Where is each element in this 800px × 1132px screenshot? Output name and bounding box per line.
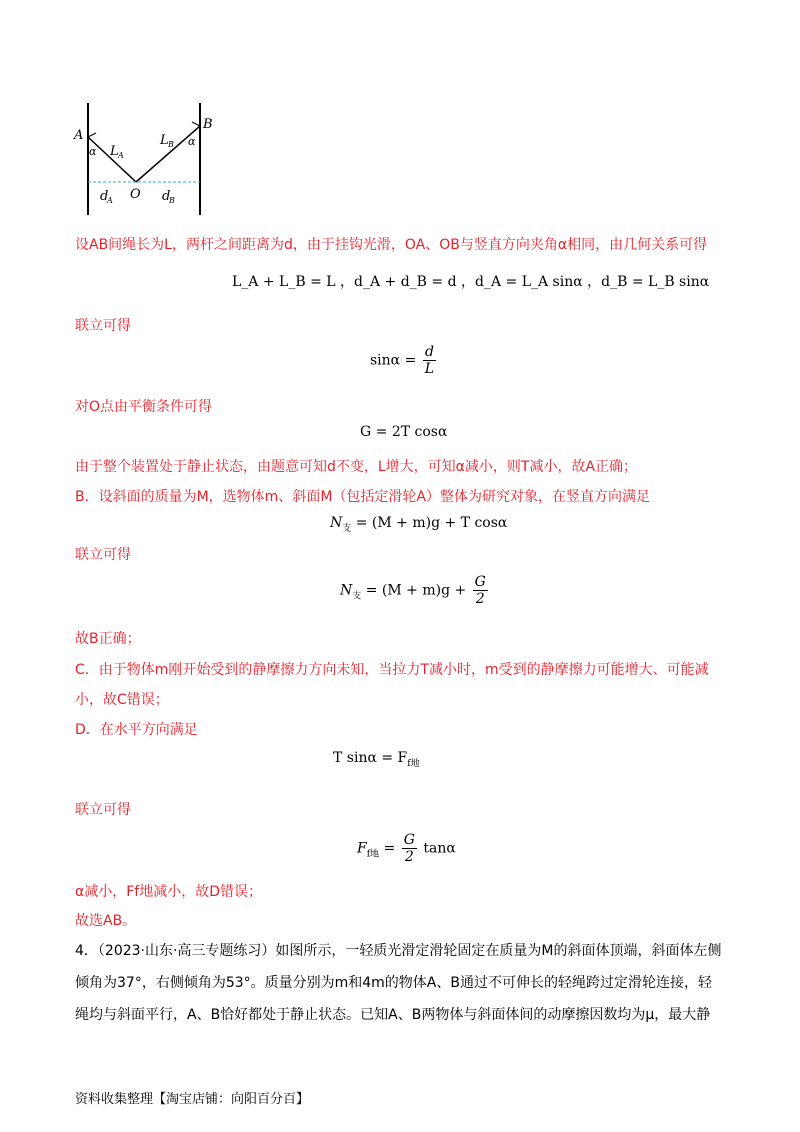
label-la: L [110, 144, 119, 159]
equation-horizontal [333, 748, 420, 774]
equation-n-result [340, 574, 490, 607]
text-line-2: 联立可得 [75, 318, 131, 334]
eq5-sub: 支 [352, 591, 362, 602]
problem-4-line-2: 倾角为37°，右侧倾角为53°。质量分别为m和4m的物体A、B通过不可伸长的轻绳跨过定滑轮连接，轻 [75, 975, 712, 991]
eq4-lhs: N [330, 515, 343, 531]
eq7-lhs: F [357, 840, 367, 857]
text-line-1: 设AB间绳长为L，两杆之间距离为d，由于挂钩光滑，OA、OB与竖直方向夹角α相同，由几何关系可得 [75, 237, 708, 253]
eq5-denominator: 2 [475, 591, 485, 607]
eq7-numerator: G [403, 832, 415, 848]
text-line-10: 联立可得 [75, 802, 131, 818]
eq7-fraction [402, 832, 417, 865]
eq5-fraction [473, 574, 488, 607]
eq7-denominator: 2 [404, 849, 414, 865]
equation-friction [357, 832, 456, 865]
label-o: O [130, 187, 141, 202]
text-line-11: α减小，Ff地减小，故D错误； [75, 884, 262, 900]
text-line-12: 故选AB。 [75, 913, 137, 929]
eq2-fraction [423, 344, 436, 377]
text-line-8b: 小，故C错误； [75, 692, 169, 708]
eq2-numerator: d [423, 344, 436, 361]
text-line-4: 由于整个装置处于静止状态，由题意可知d不变，L增大，可知α减小，则T减小，故A正确； [75, 459, 638, 475]
text-line-8a: C．由于物体m刚开始受到的静摩擦力方向未知，当拉力T减小时，m受到的静摩擦力可能增大、可能减 [75, 662, 709, 678]
rope-diagram [70, 95, 230, 220]
eq4-sub: 支 [342, 523, 352, 534]
hook-left [88, 133, 96, 137]
eq6-lhs: T sinα = F [333, 750, 408, 766]
text-line-9: D．在水平方向满足 [75, 722, 198, 738]
equation-sin-alpha [370, 344, 438, 377]
eq4-rhs: = (M + m)g + T cosα [355, 515, 508, 531]
text-line-7: 故B正确； [75, 631, 141, 647]
label-lb-sub: B [168, 140, 174, 149]
problem-4-line-3: 绳均与斜面平行，A、B恰好都处于静止状态。已知A、B两物体与斜面体间的动摩擦因数均为μ，最大静 [75, 1007, 711, 1023]
eq7-equals: = [383, 840, 396, 857]
label-lb: L [160, 133, 169, 148]
eq2-denominator: L [424, 361, 435, 377]
eq7-rhs: tanα [423, 840, 456, 857]
text-line-6: 联立可得 [75, 547, 131, 563]
label-b: B [203, 117, 213, 132]
eq5-rhs: = (M + m)g + [365, 582, 467, 599]
hook-right [192, 122, 200, 126]
eq5-numerator: G [474, 574, 486, 590]
label-da: d [100, 189, 109, 204]
eq5-lhs: N [340, 582, 353, 599]
eq7-sub: f地 [366, 849, 380, 860]
label-db-sub: B [169, 196, 175, 205]
label-alpha-left: α [89, 145, 97, 158]
page-footer: 资料收集整理【淘宝店铺：向阳百分百】 [75, 1092, 310, 1107]
label-da-sub: A [107, 196, 113, 205]
text-line-3: 对O点由平衡条件可得 [75, 399, 213, 415]
label-alpha-right: α [188, 135, 196, 148]
problem-4-line-1: 4．（2023·山东·高三专题练习）如图所示，一轻质光滑定滑轮固定在质量为M的斜面体顶端，斜面体左侧 [75, 943, 722, 959]
equation-n-support [330, 513, 507, 539]
equation-geometry: L_A + L_B = L ，d_A + d_B = d ，d_A = L_A sinα ，d_B = L_B sinα [232, 274, 710, 290]
equation-g: G = 2T cosα [360, 424, 448, 440]
eq2-lhs: sinα = [370, 352, 417, 369]
text-line-5: B．设斜面的质量为M，选物体m、斜面M（包括定滑轮A）整体为研究对象，在竖直方向满足 [75, 489, 650, 505]
eq6-sub: f地 [407, 758, 420, 769]
label-la-sub: A [118, 151, 124, 160]
label-db: d [162, 189, 171, 204]
label-a: A [74, 128, 84, 143]
